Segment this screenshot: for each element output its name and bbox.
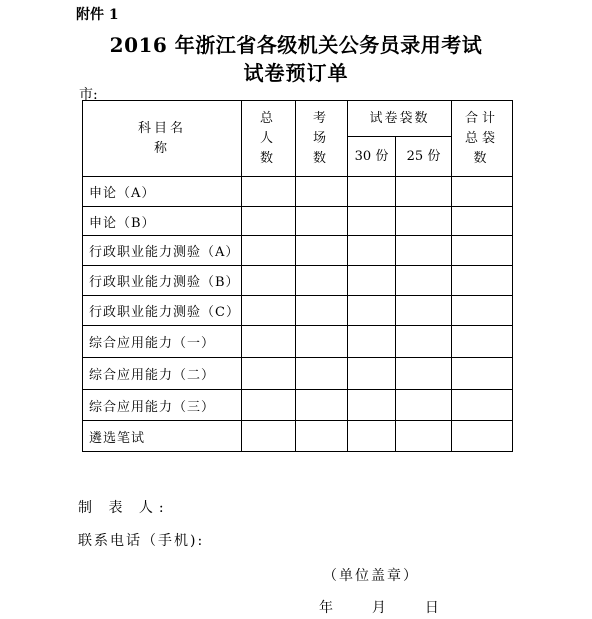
table-row — [83, 236, 513, 266]
bags-30-cell[interactable] — [348, 207, 396, 236]
subject-name-cell: 综合应用能力（三） — [83, 390, 242, 421]
total-bags-cell[interactable] — [452, 326, 513, 358]
unit-seal-label: （单位盖章） — [323, 568, 419, 584]
header-bags-30: 30 份 — [348, 137, 396, 177]
table-row — [83, 358, 513, 390]
phone-field-label: 联系电话（手机): — [78, 533, 205, 549]
exam-sites-cell[interactable] — [296, 207, 348, 236]
total-bags-cell[interactable] — [452, 296, 513, 326]
header-exam-sites: 考场数 — [296, 101, 348, 177]
month-label: 月 — [371, 600, 386, 616]
header-subject-name: 科目名称 — [83, 101, 242, 177]
table-row — [83, 266, 513, 296]
exam-sites-cell[interactable] — [296, 266, 348, 296]
exam-sites-cell[interactable] — [296, 326, 348, 358]
total-people-cell[interactable] — [242, 207, 296, 236]
header-bags-25: 25 份 — [396, 137, 452, 177]
subject-name-cell: 申论（A） — [83, 177, 242, 207]
exam-sites-cell[interactable] — [296, 421, 348, 452]
bags-25-cell[interactable] — [396, 296, 452, 326]
total-bags-cell[interactable] — [452, 358, 513, 390]
total-people-cell[interactable] — [242, 326, 296, 358]
exam-sites-cell[interactable] — [296, 358, 348, 390]
document-title-line1: 2016 年浙江省各级机关公务员录用考试 — [109, 33, 483, 57]
bags-30-cell[interactable] — [348, 358, 396, 390]
maker-field-label: 制 表 人: — [78, 500, 170, 516]
subject-name-cell: 行政职业能力测验（B） — [83, 266, 242, 296]
total-bags-cell[interactable] — [452, 390, 513, 421]
table-row — [83, 421, 513, 452]
total-people-cell[interactable] — [242, 358, 296, 390]
bags-25-cell[interactable] — [396, 177, 452, 207]
bags-30-cell[interactable] — [348, 177, 396, 207]
subject-name-cell: 行政职业能力测验（C） — [83, 296, 242, 326]
total-people-cell[interactable] — [242, 177, 296, 207]
total-bags-cell[interactable] — [452, 421, 513, 452]
subject-name-cell: 综合应用能力（一） — [83, 326, 242, 358]
table-row — [83, 326, 513, 358]
subject-name-cell: 申论（B） — [83, 207, 242, 236]
total-bags-cell[interactable] — [452, 207, 513, 236]
day-label: 日 — [424, 600, 439, 616]
total-people-cell[interactable] — [242, 390, 296, 421]
header-total-people: 总人数 — [242, 101, 296, 177]
bags-25-cell[interactable] — [396, 358, 452, 390]
exam-sites-cell[interactable] — [296, 296, 348, 326]
bags-25-cell[interactable] — [396, 236, 452, 266]
bags-30-cell[interactable] — [348, 421, 396, 452]
city-label: 市: — [79, 87, 98, 103]
subject-name-cell: 行政职业能力测验（A） — [83, 236, 242, 266]
attachment-label: 附件 1 — [76, 7, 119, 23]
total-people-cell[interactable] — [242, 236, 296, 266]
bags-30-cell[interactable] — [348, 296, 396, 326]
bags-25-cell[interactable] — [396, 421, 452, 452]
bags-25-cell[interactable] — [396, 266, 452, 296]
exam-sites-cell[interactable] — [296, 236, 348, 266]
subject-name-cell: 遴选笔试 — [83, 421, 242, 452]
table-row — [83, 390, 513, 421]
bags-25-cell[interactable] — [396, 326, 452, 358]
year-label: 年 — [319, 600, 333, 616]
total-bags-cell[interactable] — [452, 177, 513, 207]
total-people-cell[interactable] — [242, 296, 296, 326]
bags-30-cell[interactable] — [348, 236, 396, 266]
bags-25-cell[interactable] — [396, 207, 452, 236]
bags-30-cell[interactable] — [348, 390, 396, 421]
bags-25-cell[interactable] — [396, 390, 452, 421]
bags-30-cell[interactable] — [348, 266, 396, 296]
exam-sites-cell[interactable] — [296, 177, 348, 207]
order-form-table — [82, 100, 513, 452]
total-people-cell[interactable] — [242, 266, 296, 296]
header-total-bags: 合计总袋数 — [452, 101, 513, 177]
table-row — [83, 296, 513, 326]
total-bags-cell[interactable] — [452, 236, 513, 266]
subject-name-cell: 综合应用能力（二） — [83, 358, 242, 390]
exam-sites-cell[interactable] — [296, 390, 348, 421]
table-row — [83, 177, 513, 207]
date-line — [319, 597, 439, 617]
table-row — [83, 207, 513, 236]
total-people-cell[interactable] — [242, 421, 296, 452]
total-bags-cell[interactable] — [452, 266, 513, 296]
document-title-line2: 试卷预订单 — [243, 61, 349, 85]
bags-30-cell[interactable] — [348, 326, 396, 358]
header-bag-count: 试卷袋数 — [348, 101, 452, 137]
